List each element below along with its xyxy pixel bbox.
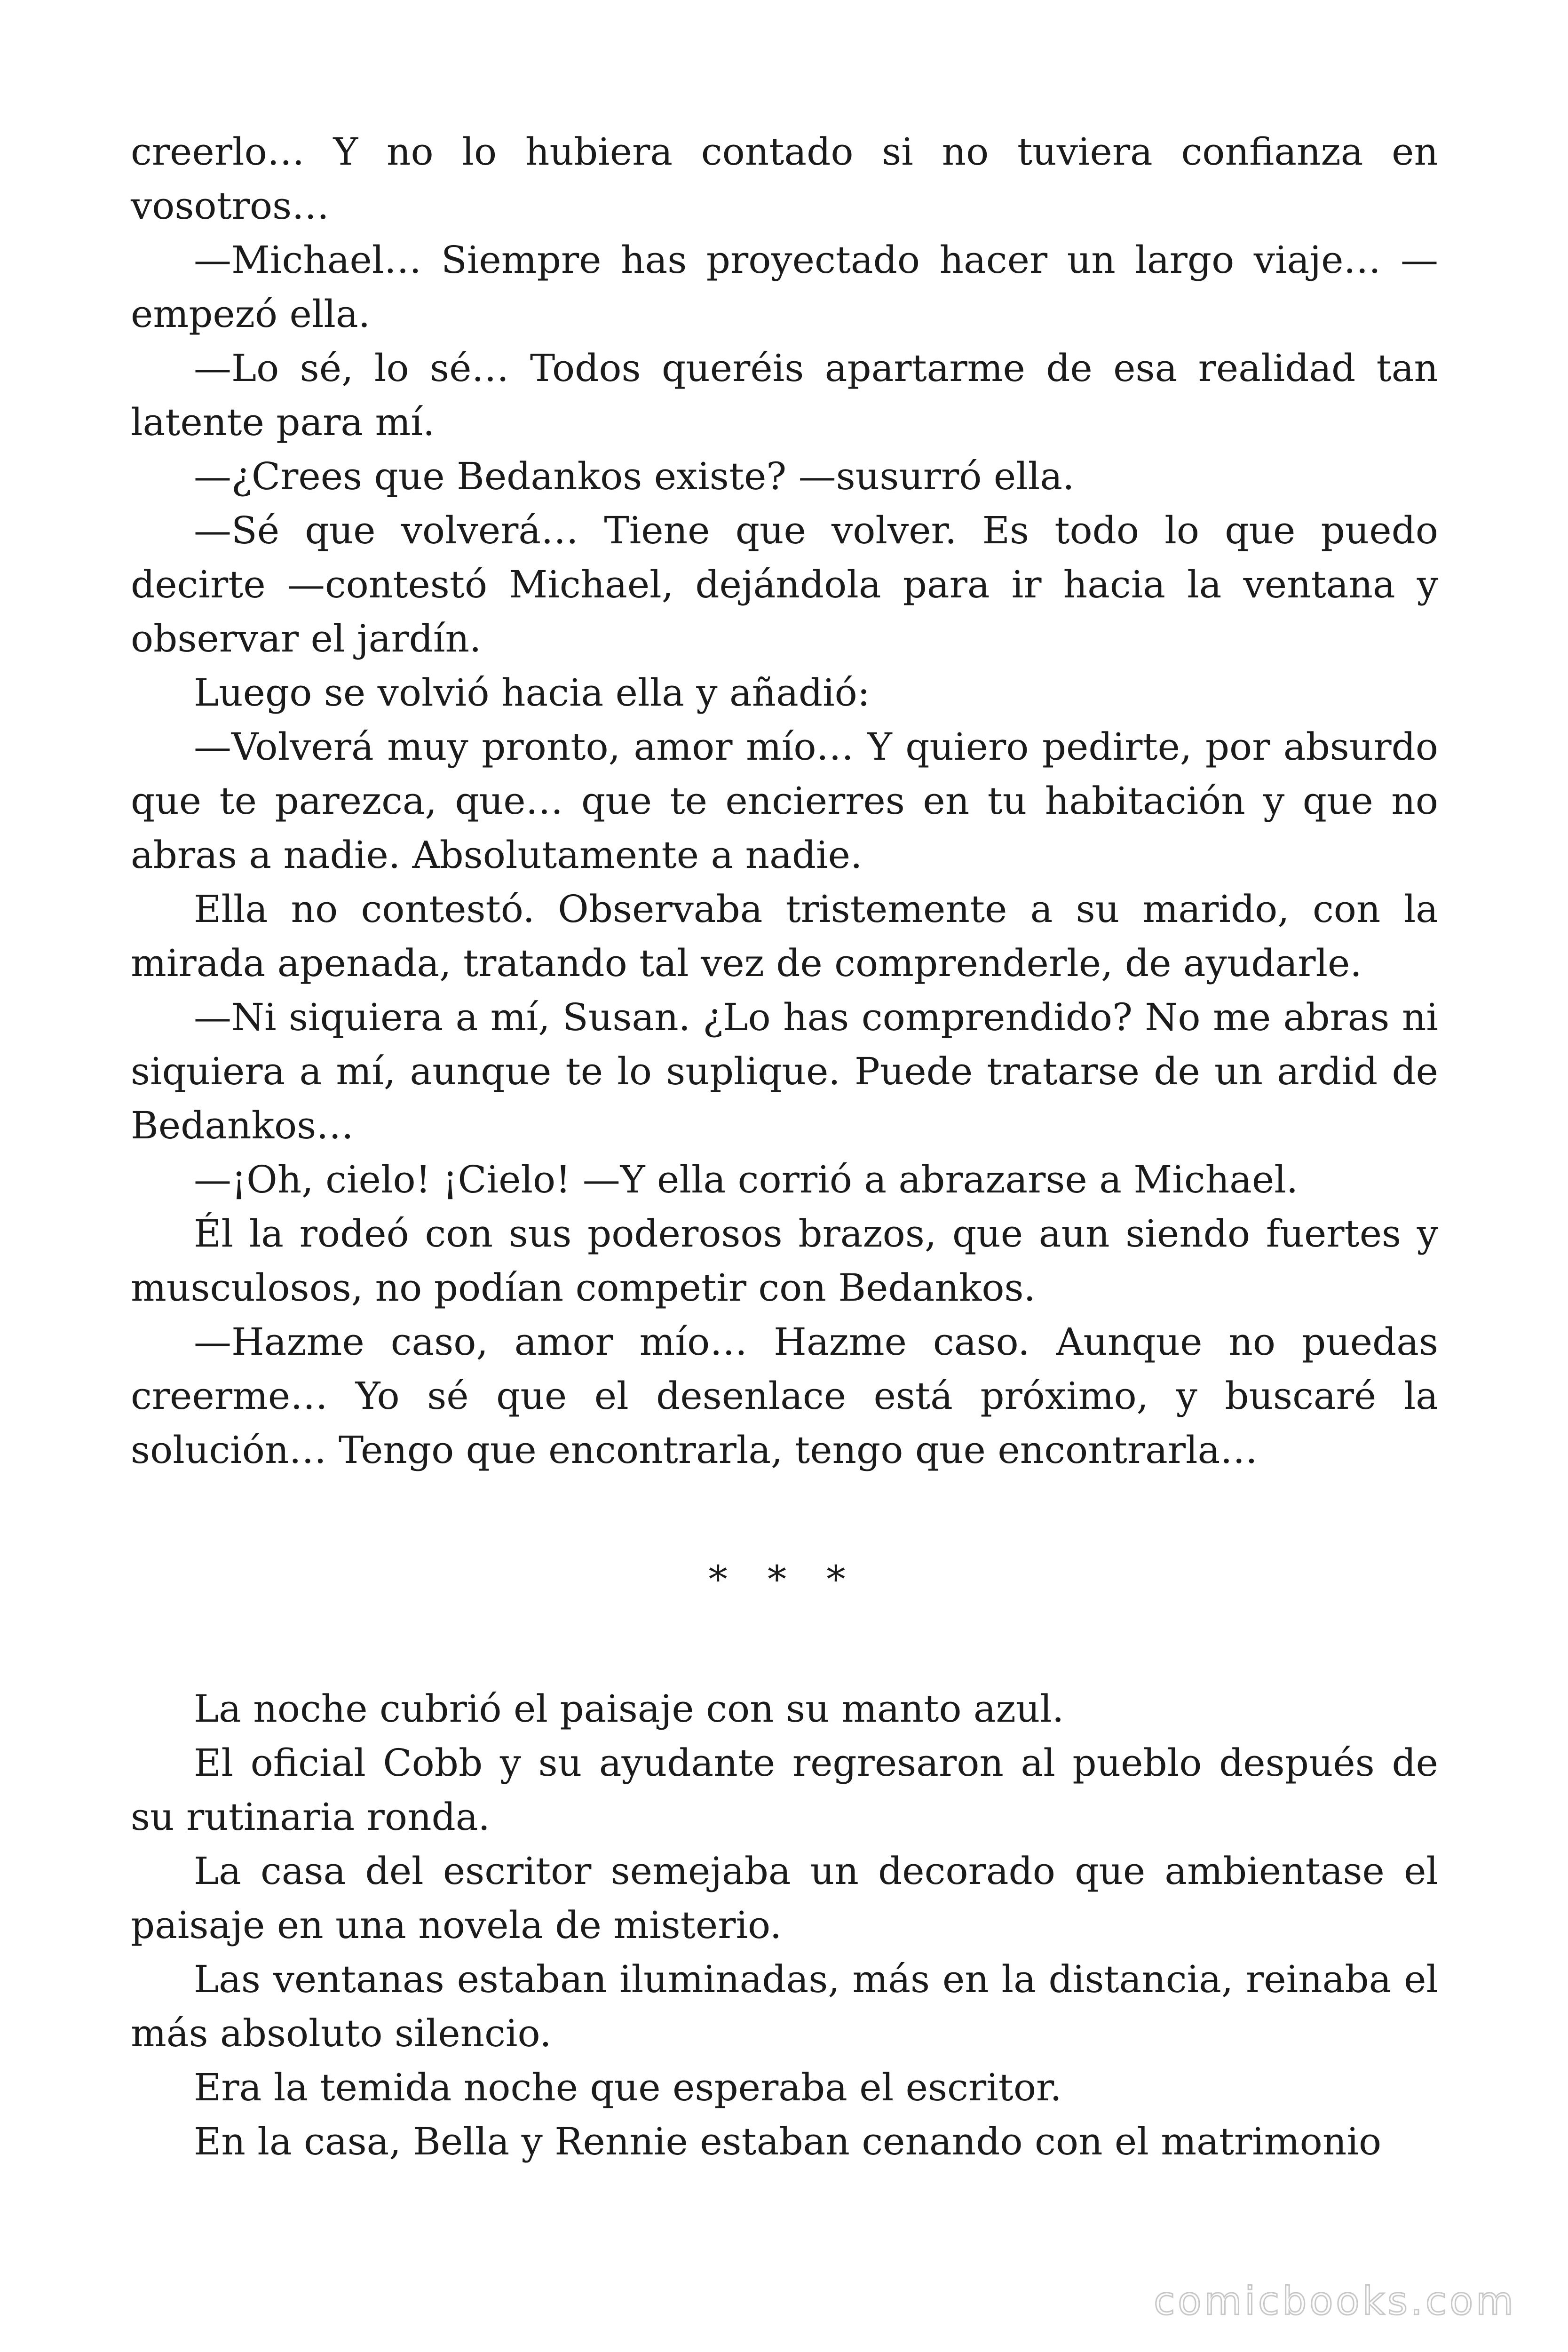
paragraph: —Ni siquiera a mí, Susan. ¿Lo has comprendido? No me abras ni siquiera a mí, aunque te lo suplique. Puede tratarse de un ardid de Bedankos… (131, 995, 1438, 1147)
text-block-top (131, 125, 1438, 1477)
paragraph: —Hazme caso, amor mío… Hazme caso. Aunque no puedas creerme… Yo sé que el desenlace está próximo, y buscaré la solución… Tengo que encontrarla, tengo que encontrarla… (131, 1320, 1438, 1472)
section-separator: * * * (708, 1557, 860, 1601)
text-block-bottom (131, 1682, 1438, 2169)
watermark: comicbooks.com (1154, 2279, 1516, 2324)
paragraph: creerlo… Y no lo hubiera contado si no tuviera confianza en vosotros… (131, 130, 1438, 228)
paragraph: La noche cubrió el paisaje con su manto azul. (194, 1687, 1064, 1731)
paragraph: —¡Oh, cielo! ¡Cielo! —Y ella corrió a abrazarse a Michael. (194, 1158, 1299, 1201)
paragraph: La casa del escritor semejaba un decorado que ambientase el paisaje en una novela de misterio. (131, 1849, 1438, 1947)
paragraph: El oficial Cobb y su ayudante regresaron al pueblo después de su rutinaria ronda. (131, 1741, 1438, 1839)
paragraph: —Michael… Siempre has proyectado hacer un largo viaje… —empezó ella. (131, 238, 1438, 336)
paragraph: —Lo sé, lo sé… Todos queréis apartarme de esa realidad tan latente para mí. (131, 346, 1438, 444)
paragraph: En la casa, Bella y Rennie estaban cenando con el matrimonio (194, 2120, 1382, 2163)
paragraph: —¿Crees que Bedankos existe? —susurró ella. (194, 454, 1075, 498)
paragraph: Él la rodeó con sus poderosos brazos, que aun siendo fuertes y musculosos, no podían competir con Bedankos. (131, 1212, 1438, 1310)
paragraph: Ella no contestó. Observaba tristemente a su marido, con la mirada apenada, tratando tal vez de comprenderle, de ayudarle. (131, 887, 1438, 985)
paragraph: Luego se volvió hacia ella y añadió: (194, 671, 870, 715)
paragraph: —Sé que volverá… Tiene que volver. Es todo lo que puedo decirte —contestó Michael, dejándola para ir hacia la ventana y observar el jardín. (131, 509, 1438, 660)
paragraph: —Volverá muy pronto, amor mío… Y quiero pedirte, por absurdo que te parezca, que… que te encierres en tu habitación y que no abras a nadie. Absolutamente a nadie. (131, 725, 1438, 877)
paragraph: Las ventanas estaban iluminadas, más en la distancia, reinaba el más absoluto silencio. (131, 1957, 1438, 2055)
paragraph: Era la temida noche que esperaba el escritor. (194, 2066, 1062, 2109)
